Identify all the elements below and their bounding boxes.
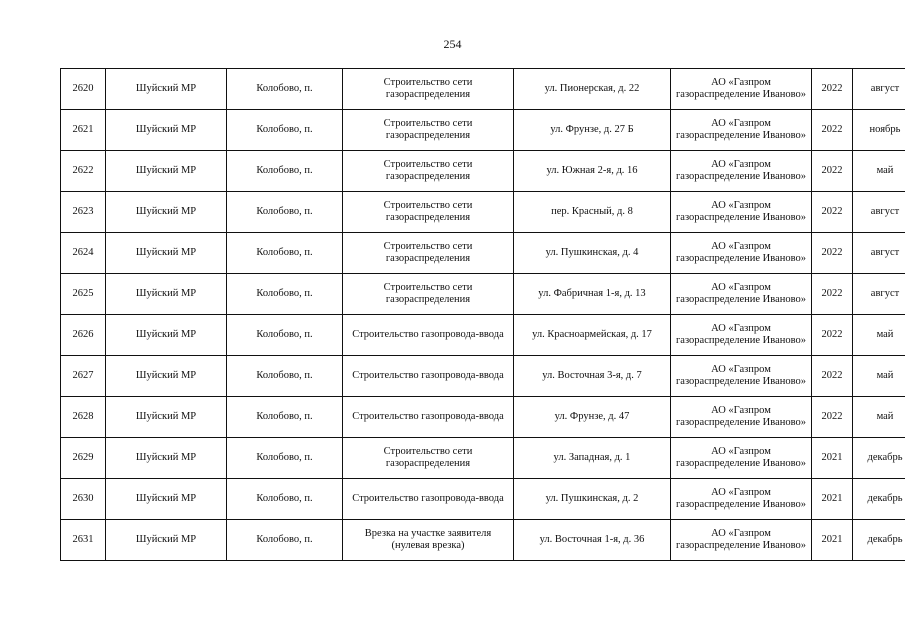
cell-number: 2628 bbox=[61, 397, 106, 438]
table-row bbox=[61, 479, 905, 520]
cell-organization: АО «Газпром газораспределение Иваново» bbox=[671, 110, 812, 151]
cell-address: ул. Красноармейская, д. 17 bbox=[514, 315, 671, 356]
cell-district: Шуйский МР bbox=[106, 479, 227, 520]
cell-settlement: Колобово, п. bbox=[227, 69, 343, 110]
cell-organization: АО «Газпром газораспределение Иваново» bbox=[671, 69, 812, 110]
cell-address: ул. Фрунзе, д. 47 bbox=[514, 397, 671, 438]
cell-organization: АО «Газпром газораспределение Иваново» bbox=[671, 479, 812, 520]
cell-number: 2626 bbox=[61, 315, 106, 356]
cell-year: 2021 bbox=[812, 479, 853, 520]
cell-address: ул. Фабричная 1-я, д. 13 bbox=[514, 274, 671, 315]
cell-organization: АО «Газпром газораспределение Иваново» bbox=[671, 315, 812, 356]
cell-year: 2022 bbox=[812, 233, 853, 274]
cell-number: 2627 bbox=[61, 356, 106, 397]
cell-year: 2022 bbox=[812, 274, 853, 315]
cell-district: Шуйский МР bbox=[106, 110, 227, 151]
cell-address: ул. Западная, д. 1 bbox=[514, 438, 671, 479]
cell-year: 2021 bbox=[812, 520, 853, 561]
cell-settlement: Колобово, п. bbox=[227, 397, 343, 438]
table-row bbox=[61, 315, 905, 356]
cell-number: 2630 bbox=[61, 479, 106, 520]
cell-work-type: Врезка на участке заявителя (нулевая врезка) bbox=[343, 520, 514, 561]
cell-district: Шуйский МР bbox=[106, 356, 227, 397]
cell-month: декабрь bbox=[853, 479, 905, 520]
gasification-table bbox=[60, 68, 905, 561]
cell-district: Шуйский МР bbox=[106, 438, 227, 479]
cell-organization: АО «Газпром газораспределение Иваново» bbox=[671, 233, 812, 274]
cell-settlement: Колобово, п. bbox=[227, 479, 343, 520]
cell-work-type: Строительство сети газораспределения bbox=[343, 233, 514, 274]
cell-year: 2022 bbox=[812, 315, 853, 356]
cell-month: август bbox=[853, 233, 905, 274]
cell-year: 2021 bbox=[812, 438, 853, 479]
cell-number: 2622 bbox=[61, 151, 106, 192]
cell-work-type: Строительство сети газораспределения bbox=[343, 69, 514, 110]
table-row bbox=[61, 192, 905, 233]
cell-month: ноябрь bbox=[853, 110, 905, 151]
cell-organization: АО «Газпром газораспределение Иваново» bbox=[671, 274, 812, 315]
cell-month: май bbox=[853, 356, 905, 397]
cell-work-type: Строительство сети газораспределения bbox=[343, 110, 514, 151]
cell-settlement: Колобово, п. bbox=[227, 151, 343, 192]
page-number: 254 bbox=[443, 37, 462, 51]
cell-work-type: Строительство газопровода-ввода bbox=[343, 397, 514, 438]
cell-district: Шуйский МР bbox=[106, 397, 227, 438]
cell-organization: АО «Газпром газораспределение Иваново» bbox=[671, 520, 812, 561]
cell-organization: АО «Газпром газораспределение Иваново» bbox=[671, 192, 812, 233]
cell-year: 2022 bbox=[812, 151, 853, 192]
table-row bbox=[61, 356, 905, 397]
cell-year: 2022 bbox=[812, 192, 853, 233]
cell-district: Шуйский МР bbox=[106, 233, 227, 274]
cell-district: Шуйский МР bbox=[106, 315, 227, 356]
cell-address: ул. Фрунзе, д. 27 Б bbox=[514, 110, 671, 151]
cell-address: ул. Восточная 1-я, д. 36 bbox=[514, 520, 671, 561]
cell-settlement: Колобово, п. bbox=[227, 520, 343, 561]
cell-organization: АО «Газпром газораспределение Иваново» bbox=[671, 356, 812, 397]
cell-number: 2631 bbox=[61, 520, 106, 561]
cell-work-type: Строительство сети газораспределения bbox=[343, 192, 514, 233]
cell-number: 2623 bbox=[61, 192, 106, 233]
cell-number: 2629 bbox=[61, 438, 106, 479]
cell-address: ул. Пушкинская, д. 2 bbox=[514, 479, 671, 520]
table-row bbox=[61, 151, 905, 192]
table-row bbox=[61, 233, 905, 274]
table-row bbox=[61, 397, 905, 438]
cell-district: Шуйский МР bbox=[106, 69, 227, 110]
table-row bbox=[61, 69, 905, 110]
cell-settlement: Колобово, п. bbox=[227, 315, 343, 356]
cell-year: 2022 bbox=[812, 356, 853, 397]
cell-settlement: Колобово, п. bbox=[227, 233, 343, 274]
cell-work-type: Строительство сети газораспределения bbox=[343, 274, 514, 315]
cell-organization: АО «Газпром газораспределение Иваново» bbox=[671, 151, 812, 192]
cell-month: август bbox=[853, 192, 905, 233]
table-row bbox=[61, 520, 905, 561]
cell-year: 2022 bbox=[812, 69, 853, 110]
cell-settlement: Колобово, п. bbox=[227, 438, 343, 479]
cell-year: 2022 bbox=[812, 110, 853, 151]
cell-number: 2625 bbox=[61, 274, 106, 315]
cell-month: декабрь bbox=[853, 520, 905, 561]
cell-year: 2022 bbox=[812, 397, 853, 438]
cell-district: Шуйский МР bbox=[106, 274, 227, 315]
cell-work-type: Строительство газопровода-ввода bbox=[343, 315, 514, 356]
cell-month: май bbox=[853, 315, 905, 356]
cell-address: ул. Пионерская, д. 22 bbox=[514, 69, 671, 110]
cell-settlement: Колобово, п. bbox=[227, 192, 343, 233]
table-row bbox=[61, 438, 905, 479]
cell-settlement: Колобово, п. bbox=[227, 274, 343, 315]
cell-work-type: Строительство газопровода-ввода bbox=[343, 479, 514, 520]
cell-month: декабрь bbox=[853, 438, 905, 479]
cell-address: ул. Восточная 3-я, д. 7 bbox=[514, 356, 671, 397]
cell-organization: АО «Газпром газораспределение Иваново» bbox=[671, 438, 812, 479]
cell-month: август bbox=[853, 69, 905, 110]
cell-address: пер. Красный, д. 8 bbox=[514, 192, 671, 233]
cell-month: май bbox=[853, 397, 905, 438]
cell-organization: АО «Газпром газораспределение Иваново» bbox=[671, 397, 812, 438]
cell-settlement: Колобово, п. bbox=[227, 110, 343, 151]
cell-district: Шуйский МР bbox=[106, 151, 227, 192]
cell-number: 2621 bbox=[61, 110, 106, 151]
cell-address: ул. Пушкинская, д. 4 bbox=[514, 233, 671, 274]
cell-month: май bbox=[853, 151, 905, 192]
cell-settlement: Колобово, п. bbox=[227, 356, 343, 397]
cell-number: 2620 bbox=[61, 69, 106, 110]
cell-address: ул. Южная 2-я, д. 16 bbox=[514, 151, 671, 192]
cell-number: 2624 bbox=[61, 233, 106, 274]
cell-district: Шуйский МР bbox=[106, 520, 227, 561]
table-row bbox=[61, 274, 905, 315]
cell-work-type: Строительство газопровода-ввода bbox=[343, 356, 514, 397]
cell-work-type: Строительство сети газораспределения bbox=[343, 438, 514, 479]
cell-month: август bbox=[853, 274, 905, 315]
cell-work-type: Строительство сети газораспределения bbox=[343, 151, 514, 192]
table-body bbox=[61, 69, 905, 561]
cell-district: Шуйский МР bbox=[106, 192, 227, 233]
table-row bbox=[61, 110, 905, 151]
